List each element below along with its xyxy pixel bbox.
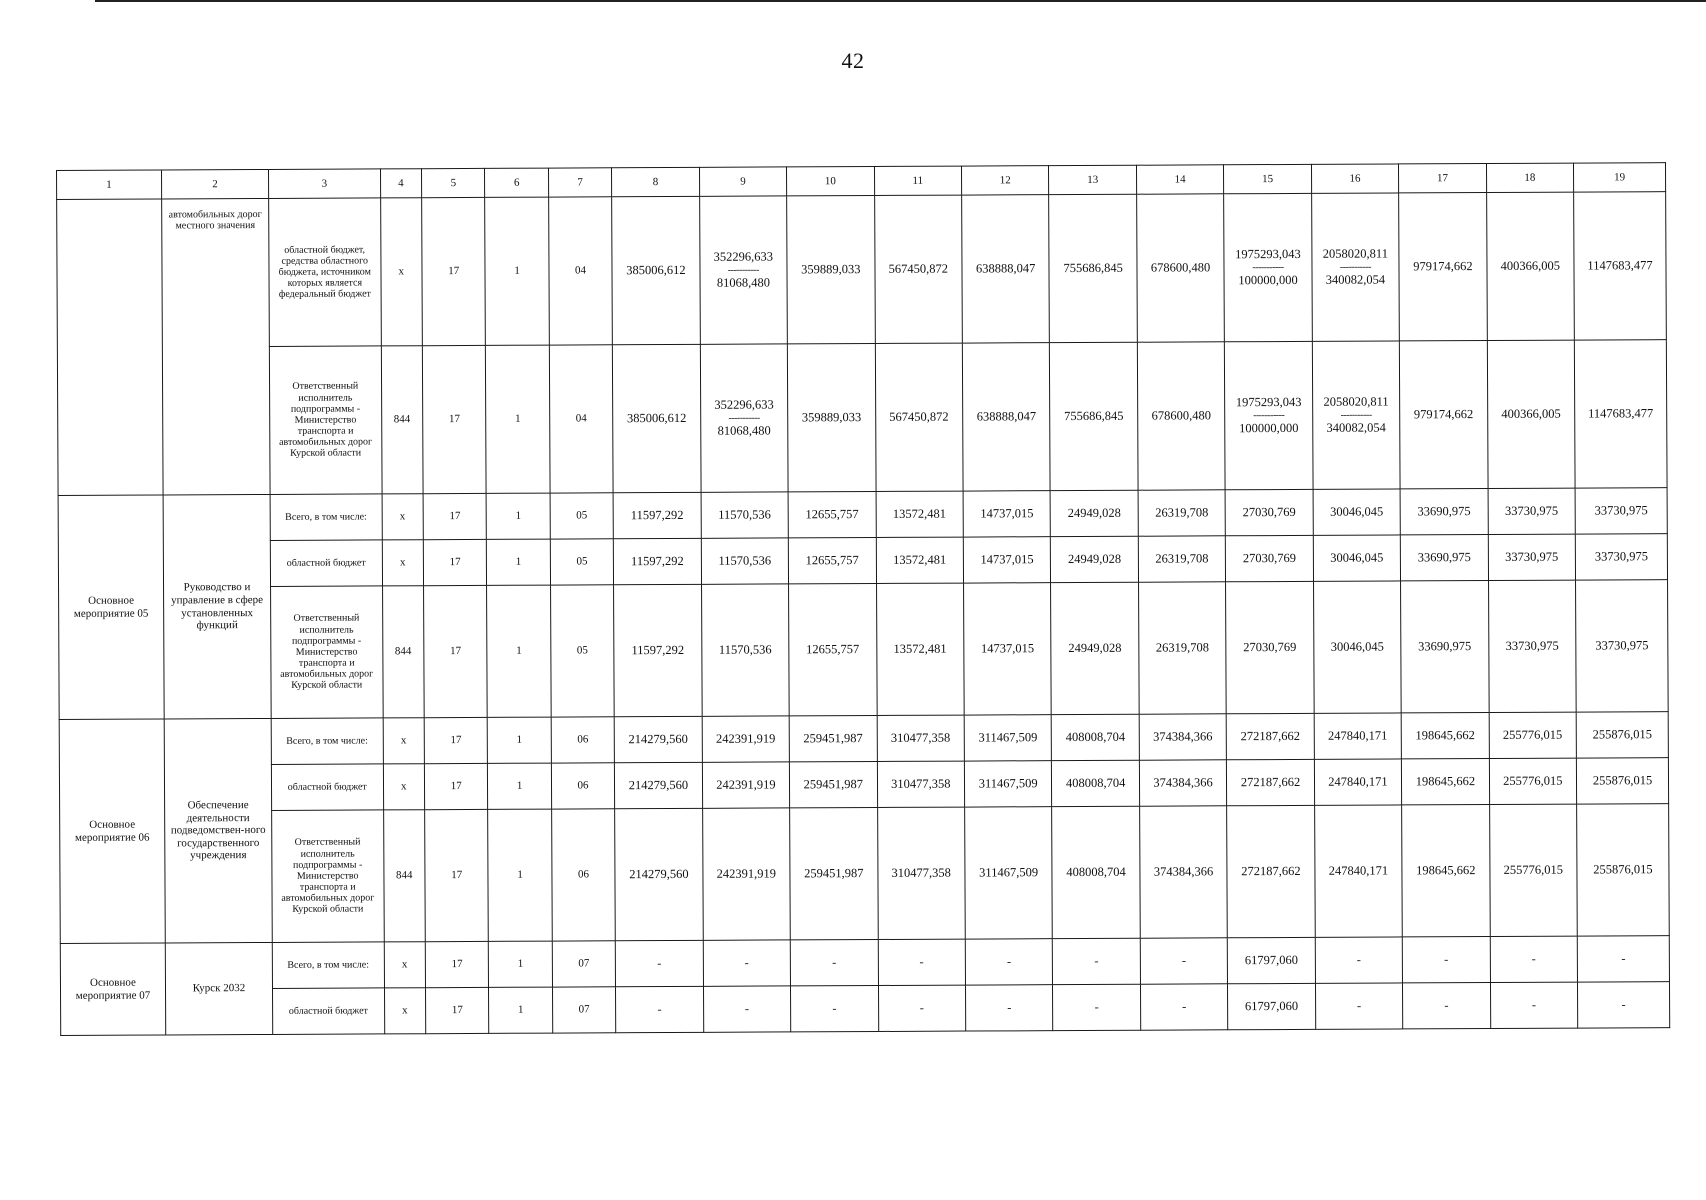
value-cell: - bbox=[1140, 938, 1228, 984]
code-cell: 05 bbox=[550, 539, 614, 585]
col-header: 9 bbox=[699, 167, 787, 196]
code-cell: 1 bbox=[487, 585, 551, 717]
value-cell: 198645,662 bbox=[1401, 713, 1489, 759]
measure-name-cell: Курск 2032 bbox=[165, 942, 273, 1035]
code-cell: 04 bbox=[549, 345, 613, 493]
value-cell: - bbox=[616, 986, 704, 1032]
value-cell: 408008,704 bbox=[1052, 760, 1140, 806]
value-cell: 33730,975 bbox=[1576, 580, 1669, 712]
value-cell: 14737,015 bbox=[963, 583, 1051, 715]
code-cell: 17 bbox=[424, 717, 488, 763]
value-cell: - bbox=[615, 940, 703, 986]
value-cell: 214279,560 bbox=[615, 808, 703, 940]
col-header: 4 bbox=[380, 169, 422, 198]
value-cell: 61797,060 bbox=[1228, 983, 1316, 1029]
value-cell: 11597,292 bbox=[614, 584, 702, 716]
value-cell: 24949,028 bbox=[1051, 582, 1139, 714]
code-cell: х bbox=[382, 494, 424, 540]
measure-name-cell: автомобильных дорог местного значения bbox=[162, 198, 271, 495]
col-header: 19 bbox=[1574, 163, 1666, 192]
funding-source-cell: областной бюджет bbox=[270, 540, 382, 587]
fraction-separator: ----------- bbox=[1340, 409, 1372, 421]
funding-source-cell: областной бюджет bbox=[273, 988, 385, 1035]
code-cell: 17 bbox=[422, 345, 486, 493]
budget-table bbox=[56, 162, 1670, 1036]
value-cell: - bbox=[1578, 982, 1670, 1028]
value-bottom: 100000,000 bbox=[1239, 420, 1299, 436]
table-row bbox=[60, 804, 1670, 944]
funding-source-cell: областной бюджет, средства областного бюджета, источником которых является федеральный бюджет bbox=[269, 198, 381, 347]
code-cell: 17 bbox=[425, 941, 489, 987]
value-cell: 255876,015 bbox=[1577, 804, 1670, 936]
value-cell: 374384,366 bbox=[1139, 806, 1227, 938]
value-cell: 247840,171 bbox=[1314, 759, 1402, 805]
value-cell: 259451,987 bbox=[790, 807, 878, 939]
value-cell: 242391,919 bbox=[702, 716, 790, 762]
fraction-separator: ----------- bbox=[1252, 262, 1284, 274]
table-row bbox=[58, 488, 1667, 542]
value-cell: 198645,662 bbox=[1402, 805, 1490, 937]
value-cell: 24949,028 bbox=[1050, 490, 1138, 536]
col-header: 2 bbox=[161, 169, 268, 199]
col-header: 13 bbox=[1049, 165, 1137, 194]
value-cell: 408008,704 bbox=[1052, 714, 1140, 760]
funding-source-cell: областной бюджет bbox=[271, 764, 383, 811]
value-cell: - bbox=[1053, 938, 1141, 984]
value-top: 352296,633 bbox=[713, 249, 774, 264]
code-cell: 1 bbox=[488, 717, 552, 763]
value-cell: - bbox=[1315, 937, 1403, 983]
value-cell: - bbox=[965, 939, 1053, 985]
col-header: 1 bbox=[57, 170, 162, 200]
value-cell: - bbox=[790, 939, 878, 985]
value-cell: 26319,708 bbox=[1138, 582, 1226, 714]
col-header: 16 bbox=[1311, 164, 1399, 193]
value-cell: 14737,015 bbox=[963, 537, 1051, 583]
code-cell: 1 bbox=[488, 763, 552, 809]
value-cell: 755686,845 bbox=[1049, 194, 1137, 342]
code-cell: 1 bbox=[485, 197, 549, 345]
value-cell: 12655,757 bbox=[789, 583, 877, 715]
value-cell: - bbox=[1140, 984, 1228, 1030]
value-cell: - bbox=[878, 939, 966, 985]
fraction-separator: ----------- bbox=[1253, 410, 1285, 422]
value-top: 2058020,811 bbox=[1322, 246, 1388, 261]
measure-name-cell: Обеспечение деятельности подведомствен-ного государственного учреждения bbox=[164, 718, 272, 943]
code-cell: 1 bbox=[489, 941, 553, 987]
value-cell: 1147683,477 bbox=[1574, 340, 1667, 488]
col-header: 14 bbox=[1136, 165, 1224, 194]
value-cell: 242391,919 bbox=[702, 762, 790, 808]
value-bottom: 100000,000 bbox=[1238, 272, 1298, 288]
value-cell: - bbox=[1402, 937, 1490, 983]
code-cell: 17 bbox=[422, 197, 486, 345]
code-cell: 06 bbox=[551, 809, 615, 941]
value-cell: 30046,045 bbox=[1313, 581, 1401, 713]
value-cell: 255876,015 bbox=[1576, 712, 1668, 758]
value-cell: 214279,560 bbox=[614, 716, 702, 762]
value-cell: 26319,708 bbox=[1138, 490, 1226, 536]
value-cell: 1147683,477 bbox=[1574, 192, 1667, 340]
value-cell: 12655,757 bbox=[788, 537, 876, 583]
value-cell: 14737,015 bbox=[963, 491, 1051, 537]
value-cell: 638888,047 bbox=[962, 195, 1050, 343]
value-cell: 255876,015 bbox=[1576, 758, 1668, 804]
col-header: 3 bbox=[269, 169, 381, 199]
value-cell bbox=[1225, 341, 1313, 489]
fraction-separator: ----------- bbox=[727, 264, 759, 276]
col-header: 8 bbox=[612, 167, 700, 196]
code-cell: 17 bbox=[425, 809, 489, 941]
value-cell bbox=[699, 196, 787, 344]
value-cell: 33690,975 bbox=[1400, 489, 1488, 535]
value-cell: - bbox=[1490, 982, 1578, 1028]
code-cell: х bbox=[382, 540, 424, 586]
value-cell: 33730,975 bbox=[1488, 534, 1576, 580]
funding-source-cell: Всего, в том числе: bbox=[270, 494, 382, 541]
code-cell: 17 bbox=[423, 493, 487, 539]
value-cell bbox=[700, 344, 788, 492]
value-cell: 30046,045 bbox=[1313, 535, 1401, 581]
fraction-separator: ----------- bbox=[1339, 261, 1372, 273]
value-cell: - bbox=[703, 986, 791, 1032]
value-cell: 385006,612 bbox=[613, 344, 701, 492]
code-cell: 1 bbox=[487, 493, 551, 539]
value-cell: 33690,975 bbox=[1401, 581, 1489, 713]
col-header: 12 bbox=[961, 166, 1049, 195]
value-cell: 374384,366 bbox=[1139, 714, 1227, 760]
value-cell: 272187,662 bbox=[1226, 713, 1314, 759]
code-cell: 1 bbox=[487, 539, 551, 585]
fraction-separator: ----------- bbox=[728, 412, 760, 424]
value-cell: 27030,769 bbox=[1226, 581, 1314, 713]
page-number: 42 bbox=[841, 48, 865, 73]
value-cell: 678600,480 bbox=[1136, 194, 1224, 342]
code-cell: х bbox=[384, 988, 426, 1034]
value-cell: 272187,662 bbox=[1227, 759, 1315, 805]
value-bottom: 340082,054 bbox=[1326, 420, 1386, 435]
value-cell: 310477,358 bbox=[877, 715, 965, 761]
value-cell: 272187,662 bbox=[1227, 805, 1315, 937]
col-header: 7 bbox=[548, 168, 612, 197]
value-cell bbox=[1224, 193, 1312, 341]
measure-cell bbox=[57, 199, 163, 496]
value-cell: 979174,662 bbox=[1399, 193, 1487, 341]
table-row bbox=[61, 982, 1670, 1036]
value-top: 2058020,811 bbox=[1323, 394, 1389, 409]
value-cell: 311467,509 bbox=[964, 761, 1052, 807]
funding-source-cell: Ответственный исполнитель подпрограммы - Министерство транспорта и автомобильных дорог Курской области bbox=[269, 346, 381, 495]
value-bottom: 81068,480 bbox=[717, 423, 771, 438]
measure-cell: Основное мероприятие 07 bbox=[60, 943, 165, 1036]
value-cell: 255776,015 bbox=[1489, 758, 1577, 804]
value-top: 352296,633 bbox=[714, 397, 774, 412]
value-cell: 400366,005 bbox=[1487, 340, 1575, 488]
code-cell: 06 bbox=[551, 717, 615, 763]
code-cell: 17 bbox=[426, 987, 490, 1033]
value-cell bbox=[1311, 193, 1399, 341]
value-cell: 979174,662 bbox=[1400, 341, 1488, 489]
value-bottom: 81068,480 bbox=[716, 275, 771, 290]
value-cell: 255776,015 bbox=[1489, 712, 1577, 758]
value-cell: 27030,769 bbox=[1225, 489, 1313, 535]
table-row bbox=[57, 192, 1667, 348]
measure-cell: Основное мероприятие 05 bbox=[58, 495, 164, 720]
value-cell: 11570,536 bbox=[701, 538, 789, 584]
value-cell: 400366,005 bbox=[1486, 192, 1574, 340]
col-header: 11 bbox=[874, 166, 962, 195]
funding-source-cell: Ответственный исполнитель подпрограммы - Министерство транспорта и автомобильных дорог Курской области bbox=[271, 586, 383, 719]
value-cell: 311467,509 bbox=[965, 807, 1053, 939]
value-top: 1975293,043 bbox=[1235, 395, 1302, 410]
value-cell: - bbox=[1403, 983, 1491, 1029]
code-cell: 07 bbox=[552, 941, 616, 987]
code-cell: 07 bbox=[552, 987, 616, 1033]
table-row bbox=[58, 534, 1667, 588]
value-cell: 33690,975 bbox=[1400, 535, 1488, 581]
col-header: 6 bbox=[485, 168, 549, 197]
value-cell: 33730,975 bbox=[1575, 488, 1667, 534]
value-cell: 242391,919 bbox=[702, 808, 790, 940]
value-cell: - bbox=[791, 985, 879, 1031]
value-cell: 11597,292 bbox=[613, 492, 701, 538]
code-cell: 17 bbox=[423, 539, 487, 585]
value-cell: 255776,015 bbox=[1489, 804, 1577, 936]
table-row bbox=[60, 936, 1669, 990]
value-cell: 310477,358 bbox=[877, 761, 965, 807]
code-cell: 06 bbox=[551, 763, 615, 809]
value-cell: 678600,480 bbox=[1137, 342, 1225, 490]
value-cell: 11597,292 bbox=[614, 538, 702, 584]
value-cell: 33730,975 bbox=[1488, 488, 1576, 534]
table-row bbox=[57, 340, 1667, 496]
value-cell: 755686,845 bbox=[1050, 342, 1138, 490]
value-cell: 11570,536 bbox=[701, 492, 789, 538]
code-cell: х bbox=[383, 764, 425, 810]
value-cell: - bbox=[703, 940, 791, 986]
value-cell: 30046,045 bbox=[1313, 489, 1401, 535]
value-cell: - bbox=[1053, 984, 1141, 1030]
code-cell: х bbox=[384, 942, 426, 988]
value-cell: - bbox=[878, 985, 966, 1031]
code-cell: 17 bbox=[424, 763, 488, 809]
value-cell: 259451,987 bbox=[789, 715, 877, 761]
value-cell: 13572,481 bbox=[876, 583, 964, 715]
code-cell: 844 bbox=[382, 586, 424, 718]
value-cell: 26319,708 bbox=[1138, 536, 1226, 582]
value-cell bbox=[1312, 341, 1400, 489]
value-cell: 259451,987 bbox=[789, 761, 877, 807]
code-cell: 05 bbox=[550, 585, 614, 717]
code-cell: 04 bbox=[548, 197, 612, 345]
value-cell: 247840,171 bbox=[1314, 713, 1402, 759]
funding-source-cell: Ответственный исполнитель подпрограммы - Министерство транспорта и автомобильных дорог Курской области bbox=[272, 810, 384, 943]
funding-source-cell: Всего, в том числе: bbox=[271, 718, 383, 765]
code-cell: 844 bbox=[383, 810, 425, 942]
col-header: 17 bbox=[1399, 164, 1487, 193]
value-cell: 24949,028 bbox=[1051, 536, 1139, 582]
value-cell: 33730,975 bbox=[1488, 580, 1576, 712]
table-row bbox=[59, 712, 1668, 766]
value-cell: 33730,975 bbox=[1575, 534, 1667, 580]
value-cell: - bbox=[1577, 936, 1669, 982]
value-cell: 567450,872 bbox=[874, 195, 962, 343]
value-cell: 567450,872 bbox=[875, 343, 963, 491]
code-cell: 1 bbox=[488, 809, 552, 941]
funding-source-cell: Всего, в том числе: bbox=[272, 942, 384, 989]
value-cell: 13572,481 bbox=[876, 537, 964, 583]
value-cell: 27030,769 bbox=[1226, 535, 1314, 581]
measure-name-cell: Руководство и управление в сфере установленных функций bbox=[163, 494, 271, 719]
col-header: 5 bbox=[422, 168, 486, 197]
value-cell: 408008,704 bbox=[1052, 806, 1140, 938]
value-cell: 11570,536 bbox=[701, 584, 789, 716]
value-cell: - bbox=[1490, 936, 1578, 982]
value-cell: 311467,509 bbox=[964, 715, 1052, 761]
value-cell: 385006,612 bbox=[612, 196, 700, 344]
value-top: 1975293,043 bbox=[1235, 247, 1301, 262]
col-header: 10 bbox=[787, 167, 875, 196]
code-cell: х bbox=[383, 718, 425, 764]
code-cell: 844 bbox=[381, 346, 423, 494]
code-cell: 05 bbox=[550, 493, 614, 539]
value-cell: 359889,033 bbox=[787, 344, 875, 492]
value-cell: - bbox=[965, 985, 1053, 1031]
value-cell: 374384,366 bbox=[1139, 760, 1227, 806]
value-cell: 198645,662 bbox=[1402, 759, 1490, 805]
value-cell: 13572,481 bbox=[876, 491, 964, 537]
value-cell: 12655,757 bbox=[788, 491, 876, 537]
col-header: 18 bbox=[1486, 163, 1574, 192]
code-cell: 1 bbox=[486, 345, 550, 493]
value-cell: - bbox=[1315, 983, 1403, 1029]
code-cell: 1 bbox=[489, 987, 553, 1033]
table-row bbox=[59, 580, 1669, 720]
measure-cell: Основное мероприятие 06 bbox=[59, 719, 165, 944]
value-cell: 214279,560 bbox=[615, 762, 703, 808]
value-cell: 359889,033 bbox=[787, 196, 875, 344]
table-row bbox=[59, 758, 1668, 812]
value-cell: 638888,047 bbox=[962, 343, 1050, 491]
value-bottom: 340082,054 bbox=[1325, 272, 1386, 287]
value-cell: 310477,358 bbox=[877, 807, 965, 939]
col-header: 15 bbox=[1224, 164, 1312, 193]
code-cell: 17 bbox=[424, 585, 488, 717]
code-cell: х bbox=[380, 198, 422, 346]
value-cell: 247840,171 bbox=[1314, 805, 1402, 937]
value-cell: 61797,060 bbox=[1228, 937, 1316, 983]
top-rule bbox=[95, 0, 1706, 2]
